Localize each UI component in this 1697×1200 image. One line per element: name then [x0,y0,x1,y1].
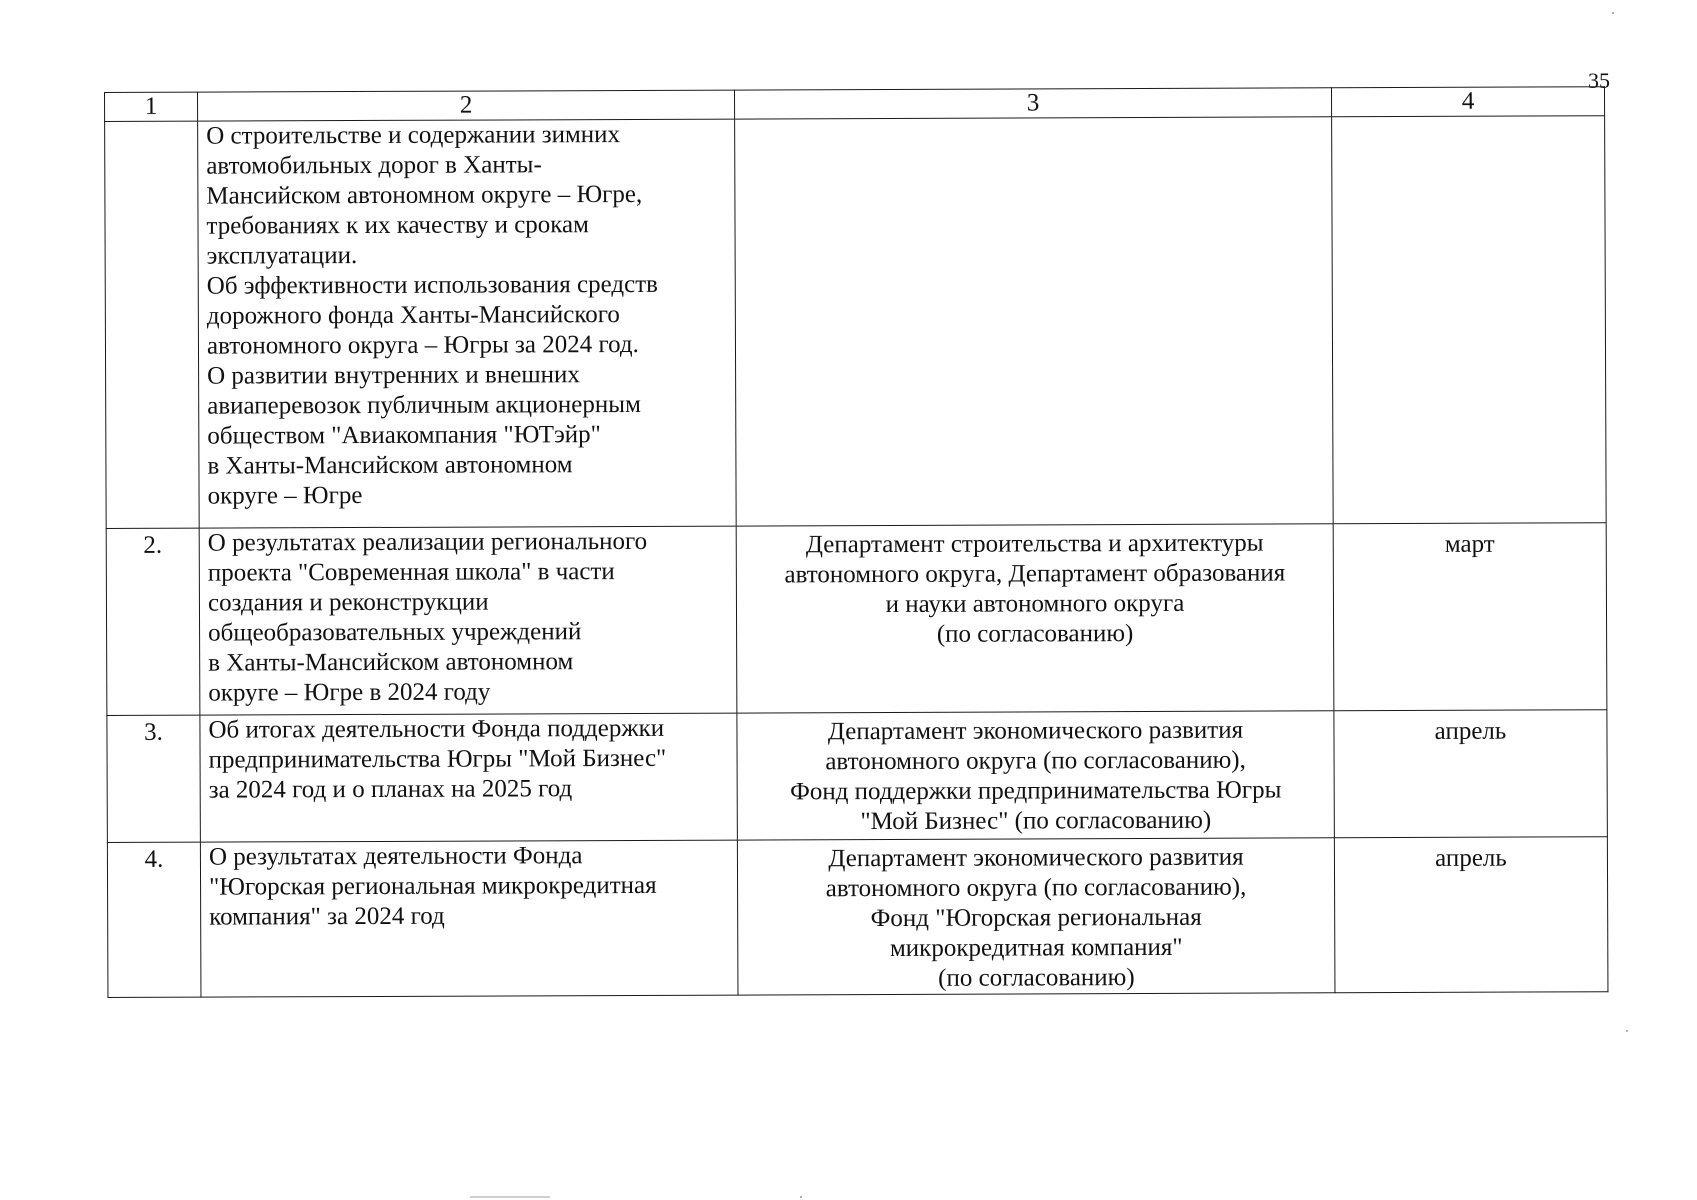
row-number-cell: 4. [107,842,201,997]
column-header-4: 4 [1331,87,1604,117]
scan-edge-mark [470,1196,550,1198]
column-header-2: 2 [198,90,735,121]
scan-speck [1626,1030,1628,1032]
table-row [105,116,1607,529]
responsible-cell: Департамент экономического развития автономного округа (по согласованию), Фонд поддержки предпринимательства Югры "Мой Бизнес" (по согласованию) [737,711,1334,840]
term-cell: апрель [1334,710,1607,838]
term-cell [1332,116,1607,524]
topic-cell: Об итогах деятельности Фонда поддержки предпринимательства Югры "Мой Бизнес" за 2024 год и о планах на 2025 год [200,713,737,842]
table-row [106,523,1607,716]
scan-speck [1612,12,1614,14]
responsible-cell: Департамент строительства и архитектуры автономного округа, Департамент образования и науки автономного округа (по согласованию) [736,524,1334,713]
term-cell: апрель [1334,837,1608,993]
row-number-cell [105,121,200,528]
topic-cell: О результатах деятельности Фонда "Югорская региональная микрокредитная компания" за 2024 год [200,840,738,997]
term-cell: март [1333,523,1607,711]
topic-cell: О строительстве и содержании зимних автомобильных дорог в Ханты- Мансийском автономном округе – Югре, требованиях к их качеству и срокам эксплуатации. Об эффективности использования средств дорожного фонда Ханты-Мансийского автономного округа – Югры за 2024 год. О развитии внутренних и внешних авиаперевозок публичным акционерным обществом "Авиакомпания "ЮТэйр" в Ханты-Мансийском автономном округе – Югре [198,119,737,528]
scan-speck [800,1196,802,1198]
table-row [107,837,1608,998]
row-number-cell: 2. [106,528,200,715]
row-number-cell: 3. [107,715,200,842]
column-header-1: 1 [105,92,198,121]
table-row [107,710,1607,843]
topic-cell: О результатах реализации регионального проекта "Современная школа" в части создания и реконструкции общеобразовательных учреждений в Ханты-Мансийском автономном округе – Югре в 2024 году [199,526,737,715]
schedule-table [104,86,1608,998]
responsible-cell [735,117,1334,526]
column-header-3: 3 [734,88,1331,119]
page-number: 35 [1588,68,1610,93]
responsible-cell: Департамент экономического развития автономного округа (по согласованию), Фонд "Югорская региональная микрокредитная компания" (по согласованию) [737,838,1335,995]
